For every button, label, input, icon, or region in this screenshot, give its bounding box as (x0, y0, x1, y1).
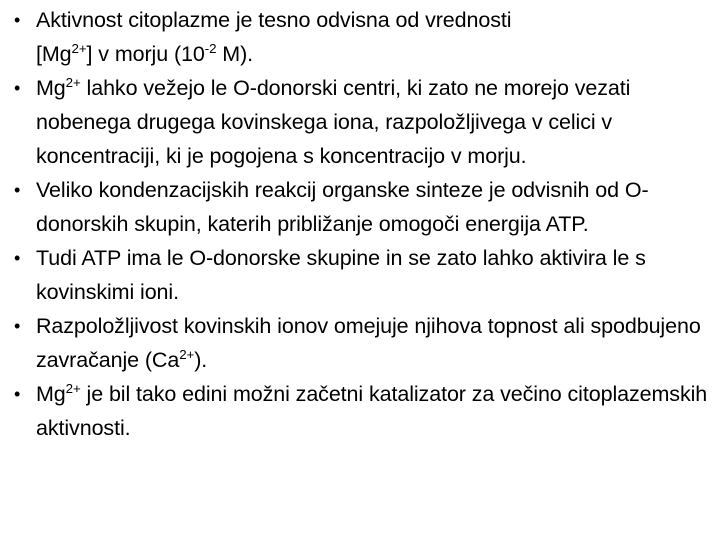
bullet-item-3 (10, 173, 712, 241)
bullet-item-4 (10, 241, 712, 309)
bullet-item-5 (10, 309, 712, 377)
bullet-item-6 (10, 377, 712, 445)
bullet-dot: • (14, 248, 21, 268)
bullet-text: Veliko kondenzacijskih reakcij organske sinteze je odvisnih od O-donorskih skupin, katerih približanje omogoči energija ATP. (36, 178, 649, 236)
bullet-text: Aktivnost citoplazme je tesno odvisna od vrednosti $[Mg^{2+}]$ v morju ($10^{-2}$ M). (36, 8, 512, 66)
bullet-dot: • (14, 180, 21, 200)
bullet-text: $Mg^{2+}$ lahko vežejo le O-donorski centri, ki zato ne morejo vezati nobenega drugega kovinskega iona, razpoložljivega v celici v koncentraciji, ki je pogojena s koncentracijo v morju. (36, 74, 631, 168)
bullet-list (10, 3, 712, 445)
bullet-text: $Mg^{2+}$ je bil tako edini možni začetni katalizator za večino citoplazemskih aktivnosti. (36, 380, 708, 440)
bullet-text: Razpoložljivost kovinskih ionov omejuje njihova topnost ali spodbujeno zavračanje $(Ca^{2+})$. (36, 314, 701, 372)
bullet-text: Tudi ATP ima le O-donorske skupine in se zato lahko aktivira le s kovinskimi ioni. (36, 246, 646, 304)
bullet-dot: • (14, 78, 21, 98)
bullet-dot: • (14, 316, 21, 336)
bullet-dot: • (14, 384, 21, 404)
bullet-item-1 (10, 3, 712, 71)
bullet-dot: • (14, 10, 21, 30)
bullet-item-2 (10, 71, 712, 173)
